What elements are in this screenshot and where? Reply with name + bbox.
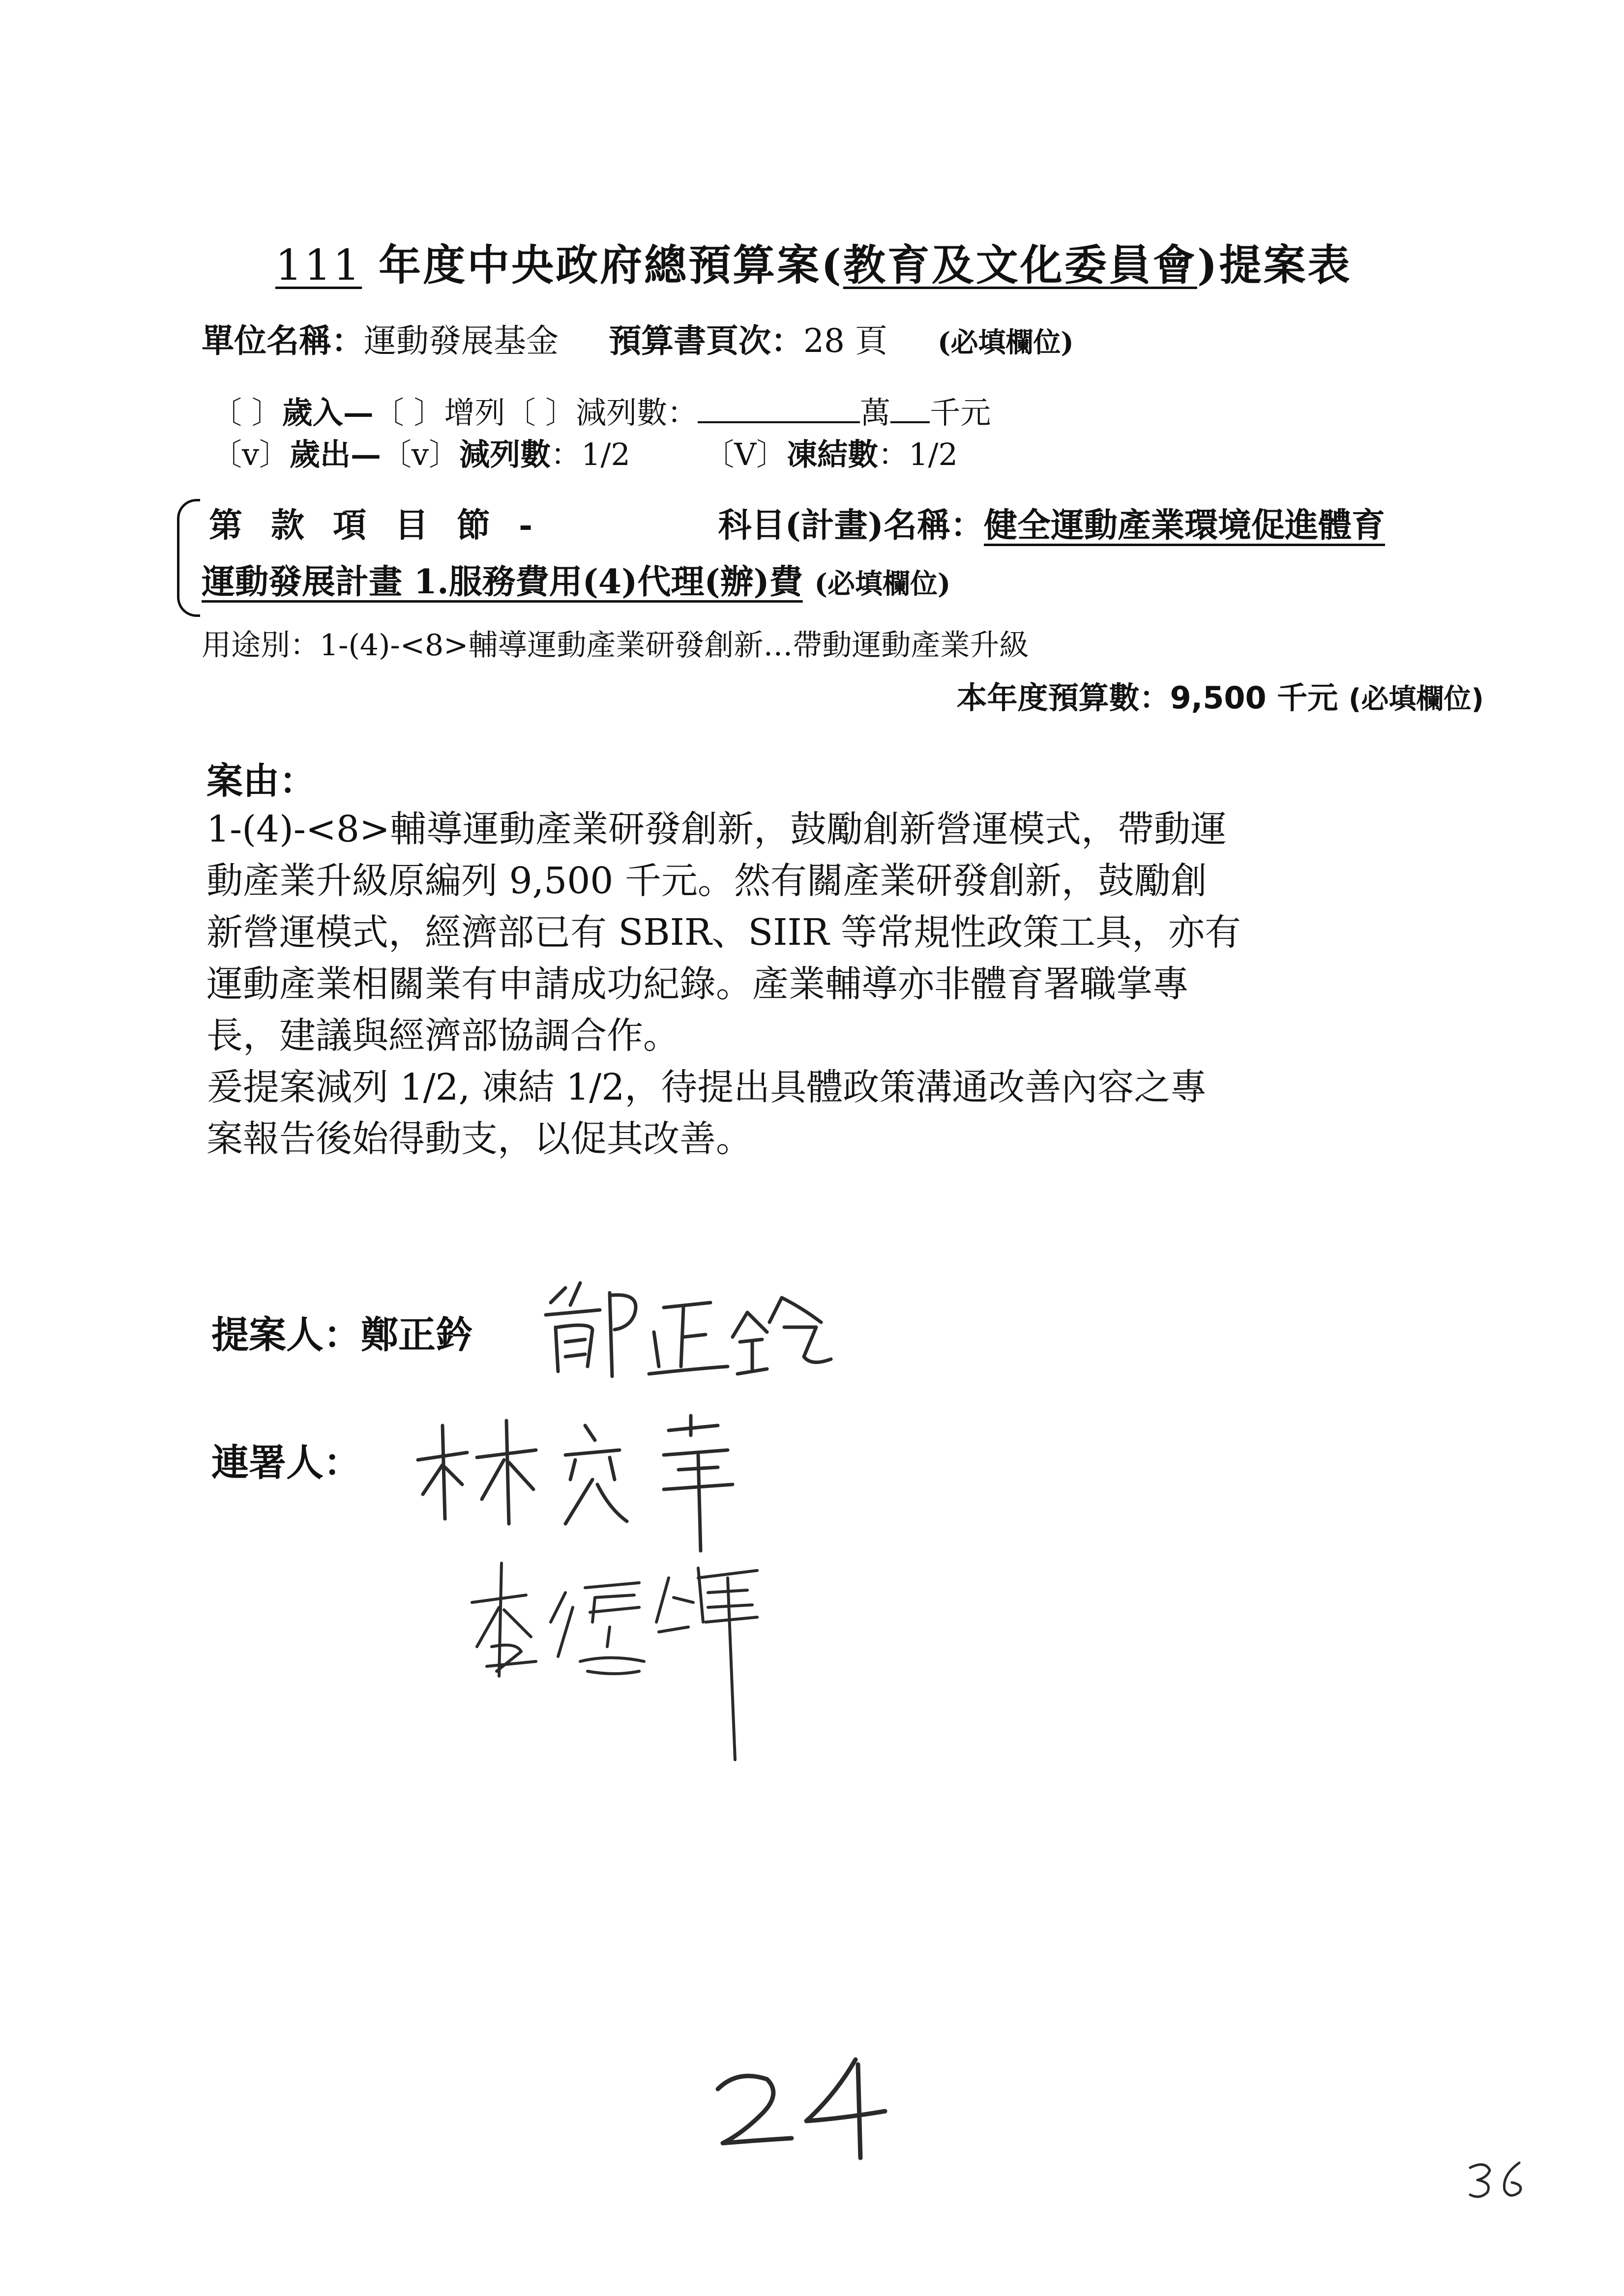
freeze-value: ：1/2: [878, 436, 958, 472]
revenue-label: 歲入—: [282, 395, 374, 431]
title-text: 年度中央政府總預算案(: [379, 240, 843, 290]
subject-line-1: [209, 499, 1385, 547]
expenditure-checkbox: 〔v〕: [211, 436, 290, 472]
freeze-label: 凍結數: [787, 436, 879, 472]
subject-bracket: [177, 499, 200, 617]
reason-line: 動產業升級原編列 9,500 千元。然有關產業研發創新，鼓勵創: [207, 860, 1207, 902]
reason-line: 長，建議與經濟部協調合作。: [207, 1015, 679, 1057]
decrease-checkbox: 〔v〕: [381, 436, 460, 472]
page-label: 預算書頁次：: [608, 321, 803, 360]
title-suffix: )提案表: [1197, 240, 1352, 290]
decrease-value: ：1/2: [551, 436, 630, 472]
reason-line: 新營運模式，經濟部已有 SBIR、SIIR 等常規性政策工具，亦有: [207, 911, 1241, 954]
subject-name-label: 科目(計畫)名稱：: [718, 506, 984, 545]
document-title: [275, 231, 1352, 292]
budget-value: 9,500 千元: [1170, 680, 1338, 716]
budget-label: 本年度預算數：: [956, 680, 1170, 716]
cosigner-label: 連署人：: [211, 1441, 361, 1484]
unit-line: [202, 315, 1074, 361]
unit-wan: 萬: [860, 395, 891, 431]
reason-heading: 案由：: [207, 760, 316, 802]
corner-number-handwritten: [1465, 2158, 1534, 2202]
subject-required-note: (必填欄位): [814, 568, 951, 600]
revenue-line: [211, 388, 991, 432]
cosigner-handwritten-signature-2: [462, 1548, 806, 1774]
subject-line-2: [202, 555, 950, 603]
revenue-increase: 〔 〕增列: [373, 395, 505, 431]
budget-line: [957, 673, 1484, 717]
usage-line: [202, 622, 1029, 664]
unit-label: 單位名稱：: [202, 321, 364, 360]
expenditure-line: [211, 430, 958, 474]
page-number-handwritten: [708, 2050, 915, 2163]
subject-dash: -: [519, 506, 533, 545]
usage-value: 1-(4)-<8>輔導運動產業研發創新…帶動運動產業升級: [320, 628, 1029, 663]
usage-label: 用途別：: [202, 628, 320, 663]
fiscal-year: 111: [275, 241, 362, 290]
proposer-label: 提案人：: [211, 1313, 361, 1357]
proposer-handwritten-signature: [536, 1268, 851, 1386]
subject-name-part1: 健全運動產業環境促進體育: [983, 506, 1385, 545]
decrease-label: 減列數: [459, 436, 551, 472]
reason-line: 運動產業相關業有申請成功紀錄。產業輔導亦非體育署職掌專: [207, 963, 1189, 1005]
reason-line: 爰提案減列 1/2, 凍結 1/2，待提出具體政策溝通改善內容之專: [207, 1066, 1207, 1108]
reason-line: 1-(4)-<8>輔導運動產業研發創新，鼓勵創新營運模式，帶動運: [207, 808, 1227, 850]
unit-value: 運動發展基金: [364, 322, 559, 360]
freeze-checkbox: 〔V〕: [704, 436, 787, 472]
committee-name: 教育及文化委員會: [843, 240, 1197, 290]
budget-required-note: (必填欄位): [1348, 683, 1484, 715]
revenue-decrease: 〔 〕減列數：: [505, 395, 698, 431]
amount-blank-thousand: [890, 393, 930, 423]
reason-line: 案報告後始得動支，以促其改善。: [207, 1118, 752, 1160]
reason-body: [207, 804, 1436, 1165]
cosigner-handwritten-signature-1: [403, 1406, 787, 1553]
subject-name-part2: 運動發展計畫 1.服務費用(4)代理(辦)費: [202, 562, 803, 602]
expenditure-label: 歲出—: [290, 436, 382, 472]
subject-prefix: 第款項目節: [209, 506, 519, 545]
page-value: 28 頁: [803, 322, 887, 360]
unit-thousand: 千元: [930, 395, 991, 431]
revenue-checkbox: 〔 〕: [211, 395, 282, 431]
amount-blank-wan: [698, 393, 860, 423]
proposer-line: [211, 1305, 473, 1359]
required-note: (必填欄位): [937, 326, 1074, 359]
proposer-name: 鄭正鈐: [361, 1313, 473, 1357]
